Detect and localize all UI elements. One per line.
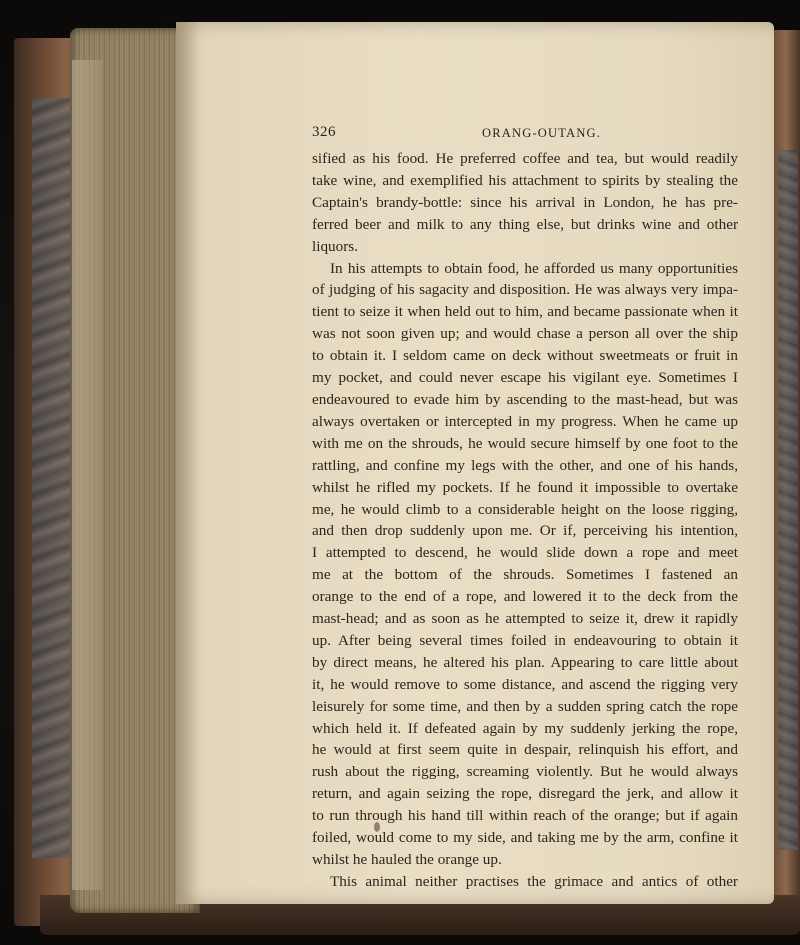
text-line: me, he would climb to a considerable height on the loose rigging, [312, 500, 738, 518]
text-line: mast-head; and as soon as he attempted to seize it, drew it rapidly [312, 610, 738, 628]
text-line: orange to the end of a rope, and lowered it to the deck from the [312, 588, 738, 606]
text-line: I attempted to descend, he would slide down a rope and meet [312, 544, 738, 562]
text-line: to obtain it. I seldom came on deck without sweetmeats or fruit in [312, 347, 738, 365]
text-line: me at the bottom of the shrouds. Sometimes I fastened an [312, 566, 738, 584]
marbled-paper-right [778, 150, 798, 850]
paragraph-3 [312, 871, 738, 893]
text-line: whilst he hauled the orange up. [312, 851, 502, 868]
text-line: rush about the rigging, screaming violently. But he would always [312, 763, 738, 781]
text-line: sified as his food. He preferred coffee and tea, but would readily [312, 150, 738, 167]
text-line: This animal neither practises the grimace and antics of other [330, 872, 738, 890]
paragraph-2 [312, 258, 738, 871]
text-line: take wine, and exemplified his attachment to spirits by stealing the [312, 171, 738, 189]
text-line: of judging of his sagacity and disposition. He was always very impa- [312, 281, 738, 299]
text-line: with me on the shrouds, he would secure himself by one foot to the [312, 434, 738, 452]
page-number: 326 [312, 124, 336, 140]
text-line: rattling, and confine my legs with the other, and one of his hands, [312, 456, 738, 474]
text-line: he would at first seem quite in despair, relinquish his effort, and [312, 741, 738, 759]
text-line: return, and again seizing the rope, disregard the jerk, and allow it [312, 785, 738, 803]
text-line: Captain's brandy-bottle: since his arrival in London, he has pre- [312, 193, 738, 211]
body-text [312, 148, 738, 893]
running-head: ORANG-OUTANG. [482, 126, 602, 140]
text-line: it, he would remove to some distance, and ascend the rigging very [312, 675, 738, 693]
text-line: was not soon given up; and would chase a person all over the ship [312, 325, 738, 343]
text-line: ferred beer and milk to any thing else, but drinks wine and other [312, 215, 738, 233]
text-line: always overtaken or intercepted in my progress. When he came up [312, 412, 738, 430]
text-line: which held it. If defeated again by my suddenly jerking the rope, [312, 719, 738, 737]
text-line: endeavoured to evade him by ascending to the mast-head, but was [312, 390, 738, 408]
text-line: my pocket, and could never escape his vigilant eye. Sometimes I [312, 369, 738, 387]
text-line: In his attempts to obtain food, he afforded us many opportunities [330, 259, 738, 277]
text-line: whilst he rifled my pockets. If he found it impossible to overtake [312, 478, 738, 496]
text-line: and then drop suddenly upon me. Or if, perceiving his intention, [312, 522, 738, 540]
text-line: liquors. [312, 237, 358, 255]
text-line: foiled, would come to my side, and taking me by the arm, confine it [312, 829, 738, 847]
page-header [312, 124, 732, 146]
text-line: leisurely for some time, and then by a sudden spring catch the rope [312, 697, 738, 715]
text-line: by direct means, he altered his plan. Appearing to care little about [312, 653, 738, 671]
text-line: tient to seize it when held out to him, and became passionate when it [312, 303, 738, 321]
paragraph-1 [312, 148, 738, 258]
page-stack-highlight [72, 60, 102, 890]
text-line: to run through his hand till within reach of the orange; but if again [312, 807, 738, 825]
text-line: up. After being several times foiled in endeavouring to obtain it [312, 631, 738, 649]
book-cover-right [772, 30, 800, 930]
